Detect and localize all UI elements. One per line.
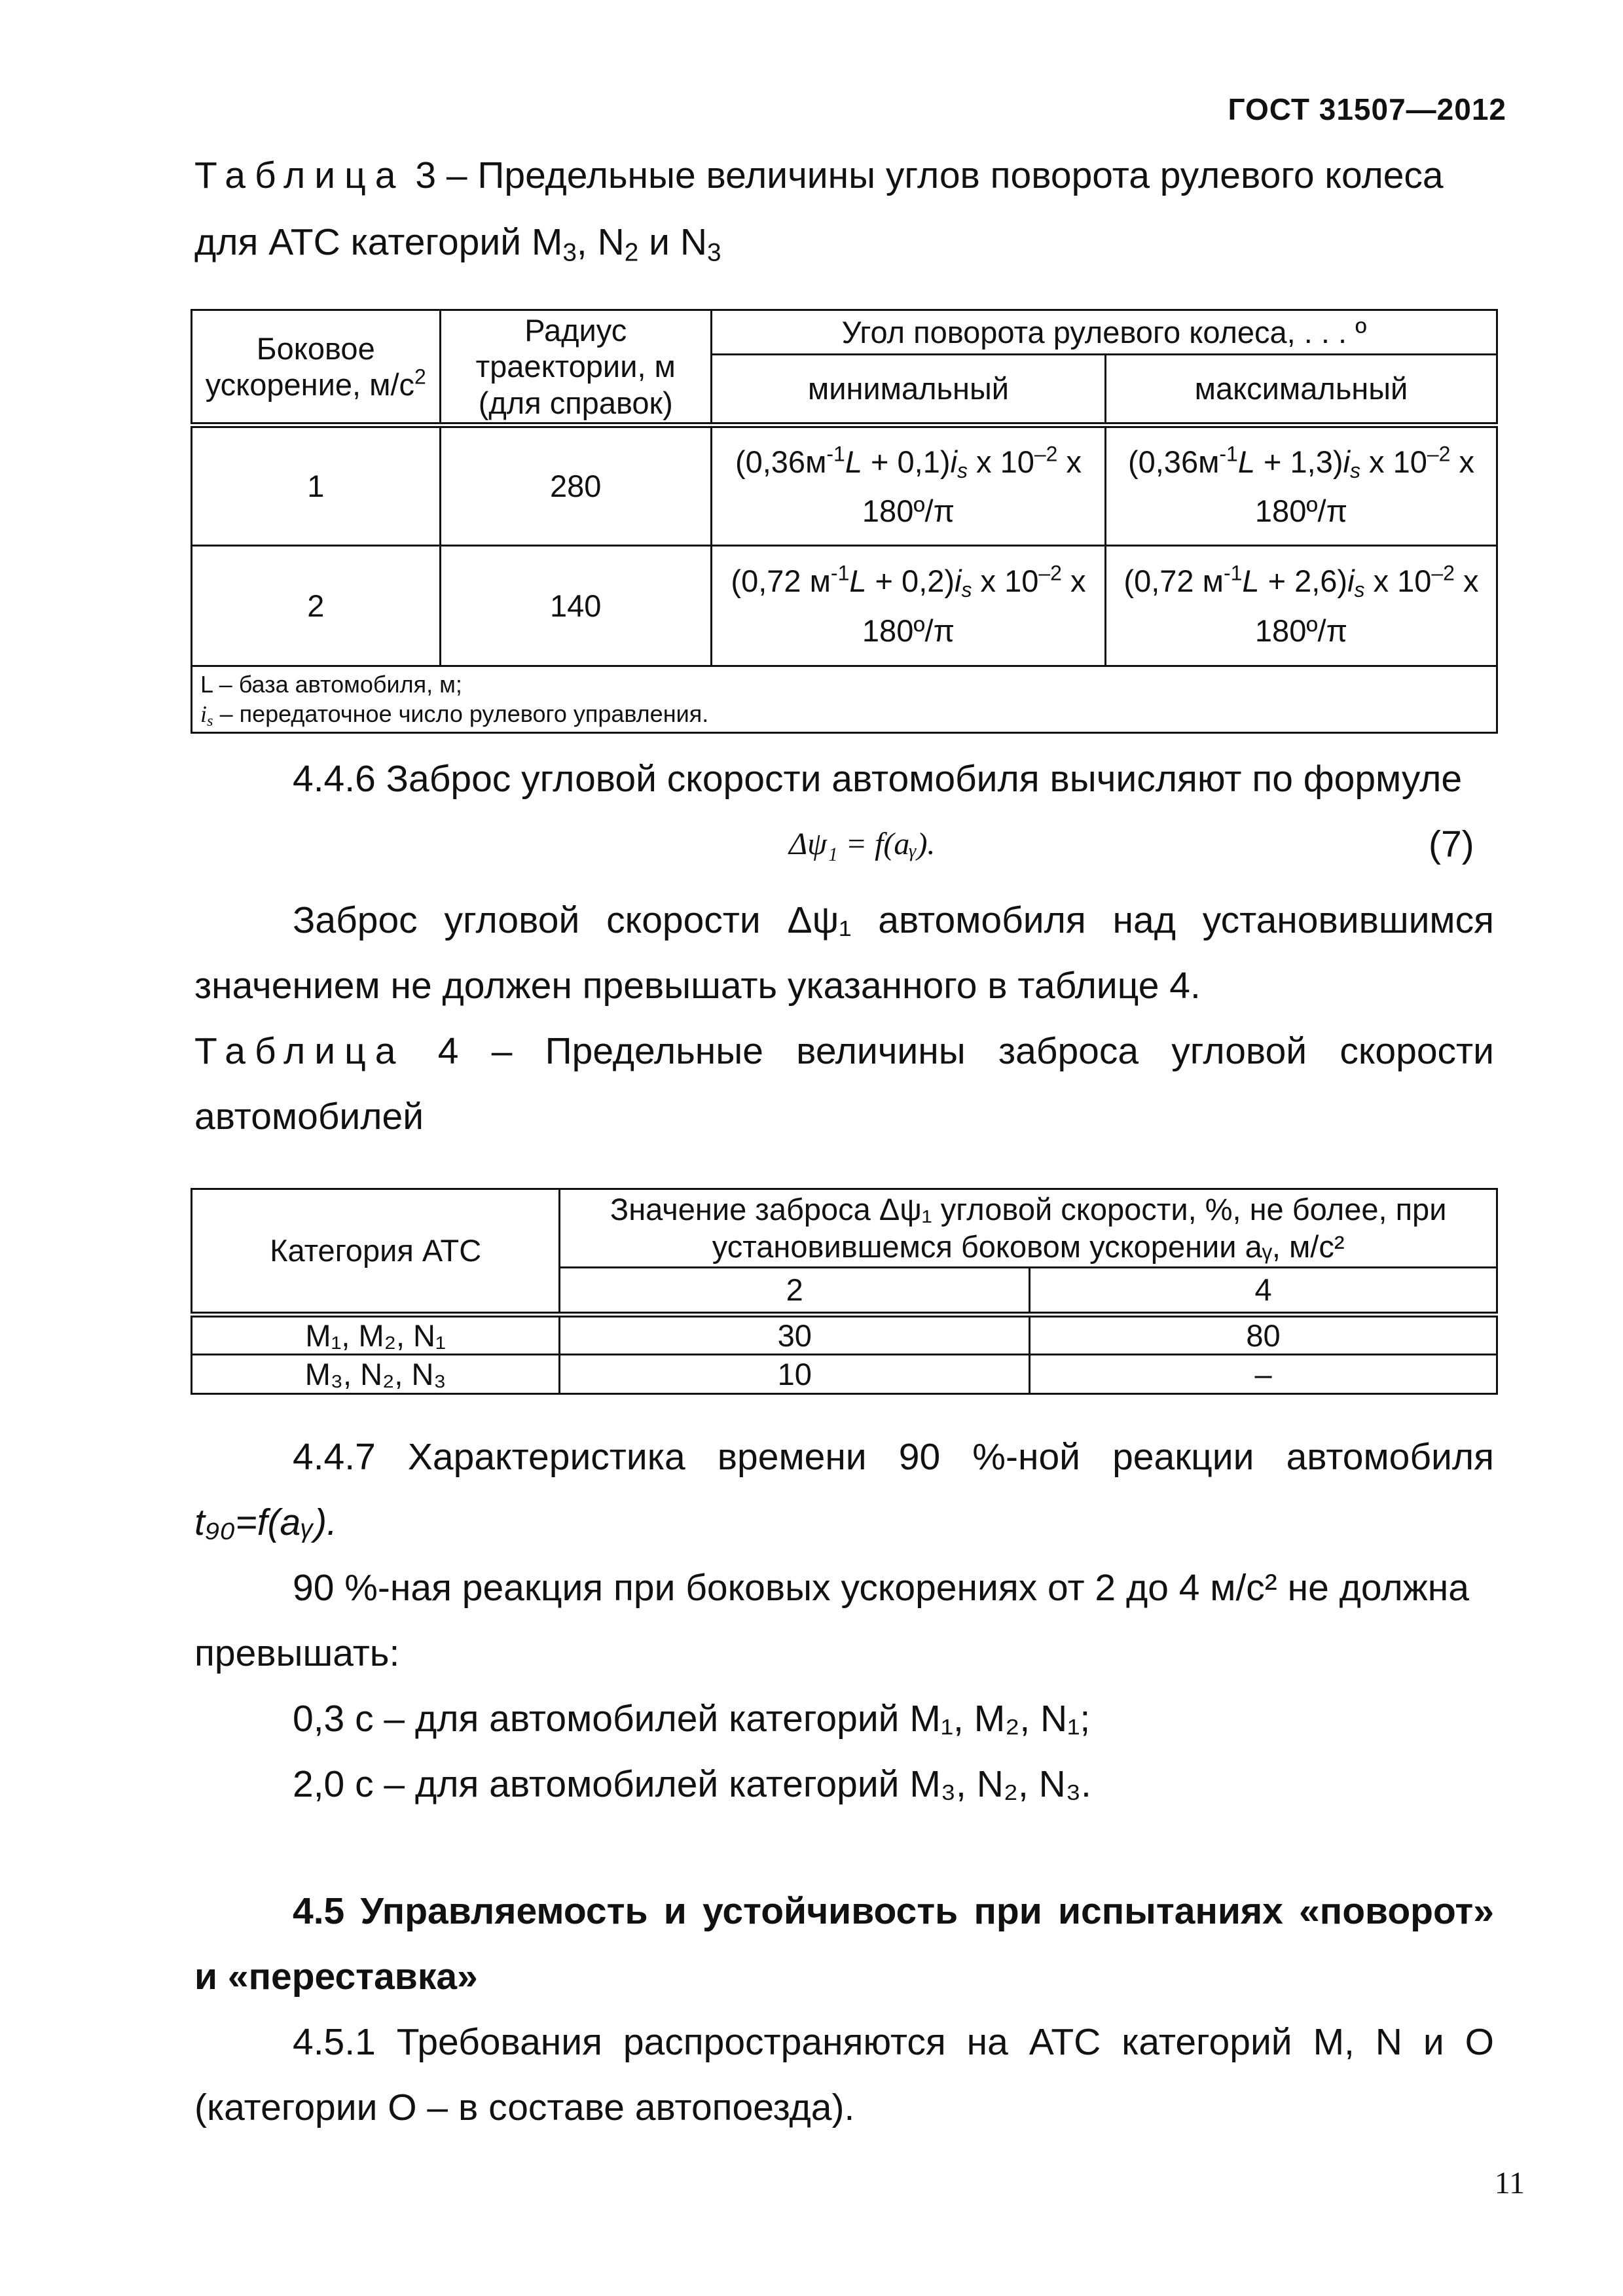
table-row [192, 425, 1497, 546]
section-451-line1: 4.5.1 Требования распространяются на АТС категорий М, N и О [293, 2021, 1494, 2063]
section-45-heading-line2: и «переставка» [194, 1956, 478, 1998]
header-overshoot: Значение заброса Δψ₁ угловой скорости, %, не более, при установившемся боковом ускорении aᵧ, м/с² [560, 1189, 1497, 1268]
header-accel-2: 2 [560, 1268, 1030, 1315]
table-row [192, 1315, 1497, 1355]
cell-value-2: 10 [560, 1355, 1030, 1394]
table3-note: L – база автомобиля, м; $i_s$ – передаточное число рулевого управления. [192, 666, 1497, 733]
section-446-p1-line2: значением не должен превышать указанного в таблице 4. [194, 965, 1201, 1007]
header-min: минимальный [711, 355, 1105, 425]
table-row [192, 1355, 1497, 1394]
list-item: 2,0 с – для автомобилей категорий М₃, N₂, N₃. [293, 1763, 1091, 1805]
cell-accel: 2 [192, 546, 441, 666]
formula-number: (7) [1429, 823, 1474, 865]
cell-accel: 1 [192, 425, 441, 546]
table3-caption-word: Таблица [194, 154, 405, 196]
table3-caption-rest: 3 – Предельные величины углов поворота рулевого колеса [415, 154, 1444, 196]
section-446-p1-line1: Заброс угловой скорости Δψ₁ автомобиля над установившимся [293, 899, 1494, 941]
cell-value-4: – [1030, 1355, 1497, 1394]
header-category: Категория АТС [192, 1189, 560, 1315]
cell-value-2: 30 [560, 1315, 1030, 1355]
formula-7: Δψ₁ = f(aᵧ). [789, 827, 936, 861]
table3-caption-line2: для АТС категорий $М_3$, $N_2$ и $N_3$ [194, 221, 721, 267]
table4-caption: Таблица 4 – Предельные величины заброса угловой скорости [194, 1030, 1494, 1072]
table-row [192, 546, 1497, 666]
header-accel-4: 4 [1030, 1268, 1497, 1315]
section-447-p2-line2: превышать: [194, 1632, 400, 1674]
cell-min-formula: (0,72 $м^{-1}L + 0,2)i_s$ x $10^{-2}$ x 180º/π [711, 546, 1105, 666]
cell-radius: 280 [440, 425, 711, 546]
table4-caption-line2: автомобилей [194, 1096, 424, 1138]
table-3 [191, 309, 1498, 734]
section-45-heading: 4.5 Управляемость и устойчивость при испытаниях «поворот» [293, 1890, 1494, 1932]
document-id: ГОСТ 31507—2012 [1228, 92, 1506, 126]
header-lateral-accel: Боковое ускорение, $м/с^2$ [192, 310, 441, 425]
section-446-text: 4.4.6 Заброс угловой скорости автомобиля вычисляют по формуле [293, 758, 1463, 800]
list-item: 0,3 с – для автомобилей категорий М₁, М₂, N₁; [293, 1698, 1091, 1740]
header-steering-angle: Угол поворота рулевого колеса, . . . º [711, 310, 1497, 355]
section-447-line1: 4.4.7 Характеристика времени 90 %-ной реакции автомобиля [293, 1436, 1494, 1478]
cell-category: М₃, N₂, N₃ [192, 1355, 560, 1394]
cell-min-formula: $(0,36м^{-1}L + 0,1)i_s$ x $10^{-2}$ x 180º/π [711, 425, 1105, 546]
page-number: 11 [1494, 2166, 1525, 2200]
section-451-line2: (категории О – в составе автопоезда). [194, 2087, 855, 2128]
cell-radius: 140 [440, 546, 711, 666]
header-radius: Радиус траектории, м (для справок) [440, 310, 711, 425]
section-447-p2-line1: 90 %-ная реакция при боковых ускорениях от 2 до 4 м/с² не должна [293, 1567, 1469, 1609]
header-max: максимальный [1105, 355, 1497, 425]
cell-max-formula: $(0,36м^{-1}L + 1,3)i_s$ x $10^{-2}$ x 180º/π [1105, 425, 1497, 546]
table-4 [191, 1188, 1498, 1395]
cell-max-formula: (0,72 $м^{-1}L + 2,6)i_s$ x $10^{-2}$ x 180º/π [1105, 546, 1497, 666]
table3-caption [194, 154, 1494, 196]
section-447-line2: t₉₀=f(aᵧ). [194, 1501, 337, 1543]
cell-category: М₁, М₂, N₁ [192, 1315, 560, 1355]
cell-value-4: 80 [1030, 1315, 1497, 1355]
